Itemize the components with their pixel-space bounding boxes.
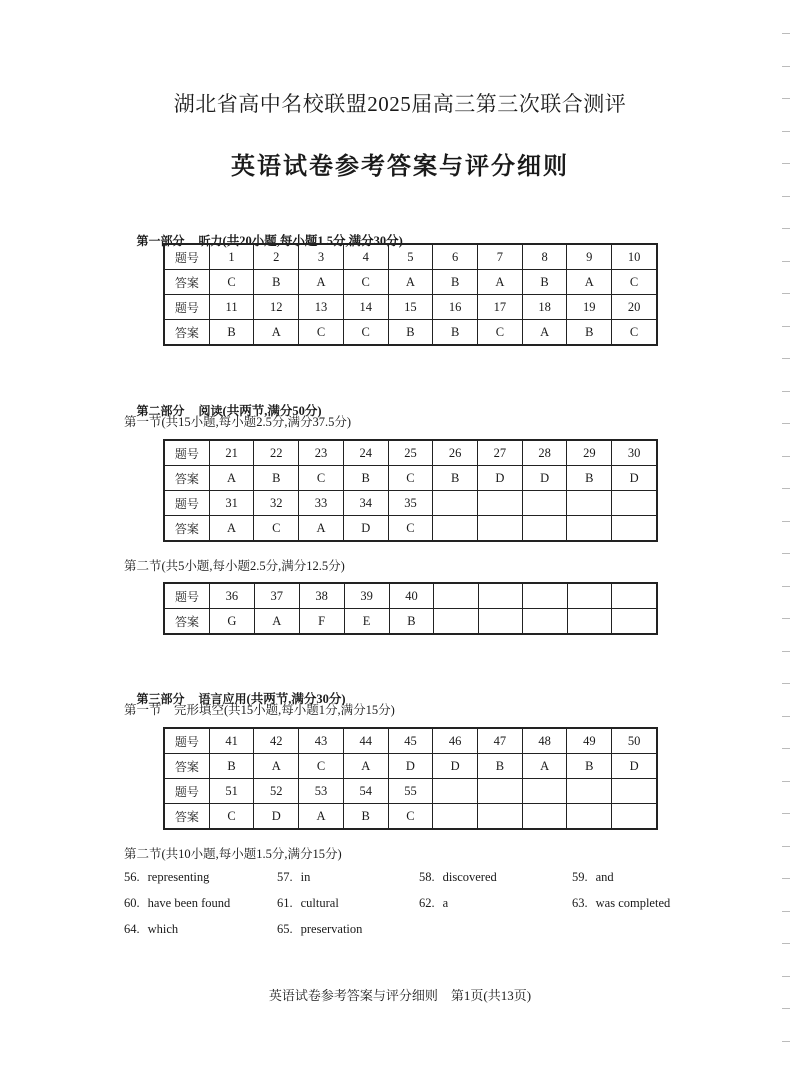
margin-tick xyxy=(782,716,790,717)
answer-cell: C xyxy=(254,516,299,542)
margin-tick xyxy=(782,781,790,782)
fill-answer-item xyxy=(572,870,614,885)
part3-name: 语言应用 xyxy=(198,692,247,706)
question-number-row-label: 题号 xyxy=(164,583,209,609)
part3-section2-title: 第二节(共10小题,每小题1.5分,满分15分) xyxy=(124,847,342,861)
answer-row xyxy=(164,466,657,491)
question-number-cell: 29 xyxy=(567,440,612,466)
question-number-cell: 18 xyxy=(522,295,567,320)
answer-row-label: 答案 xyxy=(164,466,209,491)
answer-cell: B xyxy=(209,320,254,346)
answer-cell: B xyxy=(343,804,388,830)
fill-answer-number: 58. xyxy=(419,870,435,884)
answer-cell xyxy=(522,804,567,830)
question-number-cell: 3 xyxy=(299,244,344,270)
answer-cell: D xyxy=(612,754,657,779)
answer-row xyxy=(164,320,657,346)
answer-cell: C xyxy=(478,320,523,346)
margin-tick xyxy=(782,456,790,457)
question-number-cell: 23 xyxy=(299,440,344,466)
answer-row xyxy=(164,270,657,295)
fill-answer-item xyxy=(124,870,209,885)
answer-row xyxy=(164,609,657,635)
question-number-cell xyxy=(612,583,657,609)
fill-answer-text: representing xyxy=(147,870,210,884)
question-number-cell xyxy=(478,779,523,804)
question-number-row xyxy=(164,440,657,466)
question-number-cell: 17 xyxy=(478,295,523,320)
question-number-cell: 15 xyxy=(388,295,433,320)
answer-cell xyxy=(567,516,612,542)
question-number-cell xyxy=(522,779,567,804)
answer-cell xyxy=(433,804,478,830)
question-number-cell: 32 xyxy=(254,491,299,516)
question-number-cell: 30 xyxy=(612,440,657,466)
answer-row-label: 答案 xyxy=(164,804,209,830)
question-number-row-label: 题号 xyxy=(164,779,209,804)
answer-cell: A xyxy=(388,270,433,295)
fill-answer-number: 56. xyxy=(124,870,140,884)
answer-cell: A xyxy=(299,516,344,542)
answer-row xyxy=(164,804,657,830)
question-number-cell: 12 xyxy=(254,295,299,320)
answer-cell: C xyxy=(388,804,433,830)
part2-section1-title: 第一节(共15小题,每小题2.5分,满分37.5分) xyxy=(124,415,352,429)
fill-answer-text: discovered xyxy=(442,870,497,884)
question-number-cell: 40 xyxy=(389,583,434,609)
question-number-cell: 55 xyxy=(388,779,433,804)
answer-cell: C xyxy=(343,320,388,346)
fill-answer-text: in xyxy=(300,870,311,884)
margin-tick xyxy=(782,358,790,359)
answer-cell xyxy=(567,804,612,830)
document-title: 英语试卷参考答案与评分细则 xyxy=(231,152,569,180)
margin-tick xyxy=(782,1041,790,1042)
question-number-cell: 33 xyxy=(299,491,344,516)
answer-cell: G xyxy=(209,609,254,635)
question-number-cell xyxy=(433,779,478,804)
answer-row-label: 答案 xyxy=(164,516,209,542)
question-number-cell: 31 xyxy=(209,491,254,516)
question-number-cell: 19 xyxy=(567,295,612,320)
margin-tick xyxy=(782,683,790,684)
answer-cell: C xyxy=(612,320,657,346)
answer-cell: B xyxy=(254,466,299,491)
part2-section2-title: 第二节(共5小题,每小题2.5分,满分12.5分) xyxy=(124,559,345,573)
answer-cell: B xyxy=(522,270,567,295)
question-number-cell: 45 xyxy=(388,728,433,754)
question-number-cell: 43 xyxy=(299,728,344,754)
part2-label: 第二部分 xyxy=(136,404,185,418)
question-number-row xyxy=(164,583,657,609)
question-number-cell: 9 xyxy=(567,244,612,270)
answer-cell xyxy=(612,516,657,542)
question-number-row xyxy=(164,779,657,804)
question-number-cell: 35 xyxy=(388,491,433,516)
answer-cell: D xyxy=(254,804,299,830)
fill-answer-number: 59. xyxy=(572,870,588,884)
margin-tick xyxy=(782,618,790,619)
answer-cell: B xyxy=(209,754,254,779)
answer-cell: B xyxy=(478,754,523,779)
answer-cell: F xyxy=(299,609,344,635)
question-number-cell: 34 xyxy=(343,491,388,516)
answer-cell xyxy=(522,516,567,542)
answer-cell xyxy=(612,804,657,830)
answer-cell: B xyxy=(433,270,478,295)
question-number-cell: 27 xyxy=(478,440,523,466)
answer-row xyxy=(164,516,657,542)
question-number-cell: 53 xyxy=(299,779,344,804)
fill-answer-number: 57. xyxy=(277,870,293,884)
margin-tick xyxy=(782,196,790,197)
answer-row-label: 答案 xyxy=(164,320,209,346)
answer-cell: A xyxy=(209,466,254,491)
part3-label: 第三部分 xyxy=(136,692,185,706)
question-number-cell: 8 xyxy=(522,244,567,270)
fill-answer-item xyxy=(277,896,339,911)
answer-row-label: 答案 xyxy=(164,754,209,779)
answer-cell: C xyxy=(612,270,657,295)
fill-answer-text: and xyxy=(595,870,614,884)
question-number-cell: 1 xyxy=(209,244,254,270)
question-number-cell xyxy=(434,583,479,609)
answer-cell: A xyxy=(522,320,567,346)
question-number-row-label: 题号 xyxy=(164,244,209,270)
answer-cell: E xyxy=(344,609,389,635)
question-number-cell: 26 xyxy=(433,440,478,466)
answer-cell: C xyxy=(299,320,344,346)
answer-row xyxy=(164,754,657,779)
fill-answer-text: preservation xyxy=(300,922,363,936)
question-number-cell: 39 xyxy=(344,583,389,609)
fill-answer-item xyxy=(419,896,448,911)
question-number-cell: 51 xyxy=(209,779,254,804)
question-number-cell: 7 xyxy=(478,244,523,270)
part3-section1-answer-table xyxy=(163,727,658,830)
answer-cell: B xyxy=(389,609,434,635)
fill-answer-number: 62. xyxy=(419,896,435,910)
margin-tick xyxy=(782,651,790,652)
question-number-cell: 50 xyxy=(612,728,657,754)
question-number-cell: 6 xyxy=(433,244,478,270)
part1-detail: (共20小题,每小题1.5分,满分30分) xyxy=(222,234,403,248)
answer-cell: C xyxy=(209,270,254,295)
question-number-cell: 37 xyxy=(254,583,299,609)
question-number-cell: 20 xyxy=(612,295,657,320)
question-number-cell: 54 xyxy=(343,779,388,804)
part3-detail: (共两节,满分30分) xyxy=(246,692,346,706)
part3-section1-title: 第一节 完形填空(共15小题,每小题1分,满分15分) xyxy=(124,703,395,717)
margin-tick xyxy=(782,98,790,99)
question-number-cell: 36 xyxy=(209,583,254,609)
part1-name: 听力 xyxy=(198,234,223,248)
question-number-cell xyxy=(612,779,657,804)
answer-cell xyxy=(478,516,523,542)
fill-answer-text: cultural xyxy=(300,896,339,910)
answer-cell: A xyxy=(254,754,299,779)
answer-cell: B xyxy=(433,320,478,346)
margin-tick xyxy=(782,33,790,34)
question-number-cell: 16 xyxy=(433,295,478,320)
question-number-row-label: 题号 xyxy=(164,440,209,466)
exam-subtitle: 湖北省高中名校联盟2025届高三第三次联合测评 xyxy=(173,92,627,116)
part2-section2-answer-table xyxy=(163,582,658,635)
answer-cell: D xyxy=(343,516,388,542)
part2-section1-answer-table xyxy=(163,439,658,542)
margin-tick xyxy=(782,521,790,522)
answer-cell: D xyxy=(522,466,567,491)
question-number-cell: 11 xyxy=(209,295,254,320)
page-footer: 英语试卷参考答案与评分细则 第1页(共13页) xyxy=(268,988,532,1003)
question-number-row-label: 题号 xyxy=(164,728,209,754)
fill-answer-item xyxy=(419,870,497,885)
question-number-cell xyxy=(612,491,657,516)
answer-cell xyxy=(433,516,478,542)
answer-row-label: 答案 xyxy=(164,609,209,635)
fill-answer-number: 65. xyxy=(277,922,293,936)
fill-answer-item xyxy=(277,922,362,937)
question-number-cell: 44 xyxy=(343,728,388,754)
margin-tick xyxy=(782,326,790,327)
question-number-cell: 2 xyxy=(254,244,299,270)
answer-cell: C xyxy=(299,466,344,491)
answer-cell xyxy=(612,609,657,635)
fill-answer-text: was completed xyxy=(595,896,671,910)
question-number-cell xyxy=(567,583,612,609)
question-number-cell: 28 xyxy=(522,440,567,466)
answer-cell: A xyxy=(299,270,344,295)
question-number-cell: 41 xyxy=(209,728,254,754)
question-number-cell: 10 xyxy=(612,244,657,270)
question-number-cell: 46 xyxy=(433,728,478,754)
fill-answer-item xyxy=(572,896,670,911)
margin-tick xyxy=(782,423,790,424)
margin-tick xyxy=(782,228,790,229)
answer-cell: D xyxy=(612,466,657,491)
question-number-row-label: 题号 xyxy=(164,491,209,516)
fill-answer-item xyxy=(124,922,178,937)
question-number-cell xyxy=(567,779,612,804)
answer-cell xyxy=(434,609,479,635)
answer-cell: C xyxy=(343,270,388,295)
fill-answer-number: 64. xyxy=(124,922,140,936)
margin-tick xyxy=(782,66,790,67)
answer-cell: D xyxy=(433,754,478,779)
answer-cell: B xyxy=(388,320,433,346)
margin-tick xyxy=(782,553,790,554)
margin-tick xyxy=(782,976,790,977)
margin-tick xyxy=(782,748,790,749)
question-number-cell: 5 xyxy=(388,244,433,270)
question-number-cell: 42 xyxy=(254,728,299,754)
answer-cell xyxy=(478,609,523,635)
answer-cell: B xyxy=(343,466,388,491)
question-number-cell xyxy=(478,583,523,609)
part1-label: 第一部分 xyxy=(136,234,185,248)
margin-tick xyxy=(782,586,790,587)
question-number-cell: 14 xyxy=(343,295,388,320)
question-number-cell xyxy=(478,491,523,516)
question-number-cell: 25 xyxy=(388,440,433,466)
margin-tick xyxy=(782,163,790,164)
question-number-cell xyxy=(567,491,612,516)
fill-answer-item xyxy=(124,896,230,911)
answer-cell: C xyxy=(388,516,433,542)
part1-answer-table xyxy=(163,243,658,346)
answer-cell xyxy=(478,804,523,830)
answer-cell: B xyxy=(567,754,612,779)
answer-cell xyxy=(523,609,568,635)
question-number-cell: 21 xyxy=(209,440,254,466)
answer-cell: C xyxy=(388,466,433,491)
question-number-cell: 22 xyxy=(254,440,299,466)
margin-tick xyxy=(782,261,790,262)
question-number-row xyxy=(164,491,657,516)
margin-tick xyxy=(782,878,790,879)
answer-cell: A xyxy=(522,754,567,779)
question-number-cell: 52 xyxy=(254,779,299,804)
answer-cell: A xyxy=(254,320,299,346)
answer-cell: A xyxy=(254,609,299,635)
question-number-row xyxy=(164,728,657,754)
answer-cell xyxy=(567,609,612,635)
answer-cell: C xyxy=(299,754,344,779)
margin-tick xyxy=(782,131,790,132)
question-number-row-label: 题号 xyxy=(164,295,209,320)
answer-cell: A xyxy=(299,804,344,830)
fill-answer-text: a xyxy=(442,896,449,910)
fill-answer-item xyxy=(277,870,310,885)
fill-answer-number: 63. xyxy=(572,896,588,910)
question-number-cell: 48 xyxy=(522,728,567,754)
answer-cell: B xyxy=(254,270,299,295)
question-number-cell: 4 xyxy=(343,244,388,270)
margin-tick xyxy=(782,488,790,489)
answer-cell: A xyxy=(343,754,388,779)
answer-cell: A xyxy=(209,516,254,542)
question-number-cell: 24 xyxy=(343,440,388,466)
margin-tick xyxy=(782,846,790,847)
part2-name: 阅读 xyxy=(198,404,223,418)
question-number-cell: 49 xyxy=(567,728,612,754)
question-number-cell xyxy=(433,491,478,516)
question-number-row xyxy=(164,244,657,270)
question-number-cell xyxy=(523,583,568,609)
question-number-row xyxy=(164,295,657,320)
margin-tick xyxy=(782,911,790,912)
fill-answer-text: have been found xyxy=(147,896,231,910)
margin-tick xyxy=(782,813,790,814)
question-number-cell: 47 xyxy=(478,728,523,754)
fill-answer-number: 60. xyxy=(124,896,140,910)
answer-cell: B xyxy=(567,466,612,491)
answer-cell: C xyxy=(209,804,254,830)
question-number-cell: 13 xyxy=(299,295,344,320)
fill-answer-text: which xyxy=(147,922,179,936)
answer-cell: A xyxy=(567,270,612,295)
fill-answer-number: 61. xyxy=(277,896,293,910)
part2-detail: (共两节,满分50分) xyxy=(222,404,322,418)
answer-row-label: 答案 xyxy=(164,270,209,295)
answer-cell: A xyxy=(478,270,523,295)
question-number-cell: 38 xyxy=(299,583,344,609)
answer-cell: D xyxy=(388,754,433,779)
margin-tick xyxy=(782,391,790,392)
answer-cell: D xyxy=(478,466,523,491)
question-number-cell xyxy=(522,491,567,516)
answer-cell: B xyxy=(567,320,612,346)
margin-tick xyxy=(782,293,790,294)
answer-cell: B xyxy=(433,466,478,491)
margin-tick xyxy=(782,1008,790,1009)
margin-tick xyxy=(782,943,790,944)
